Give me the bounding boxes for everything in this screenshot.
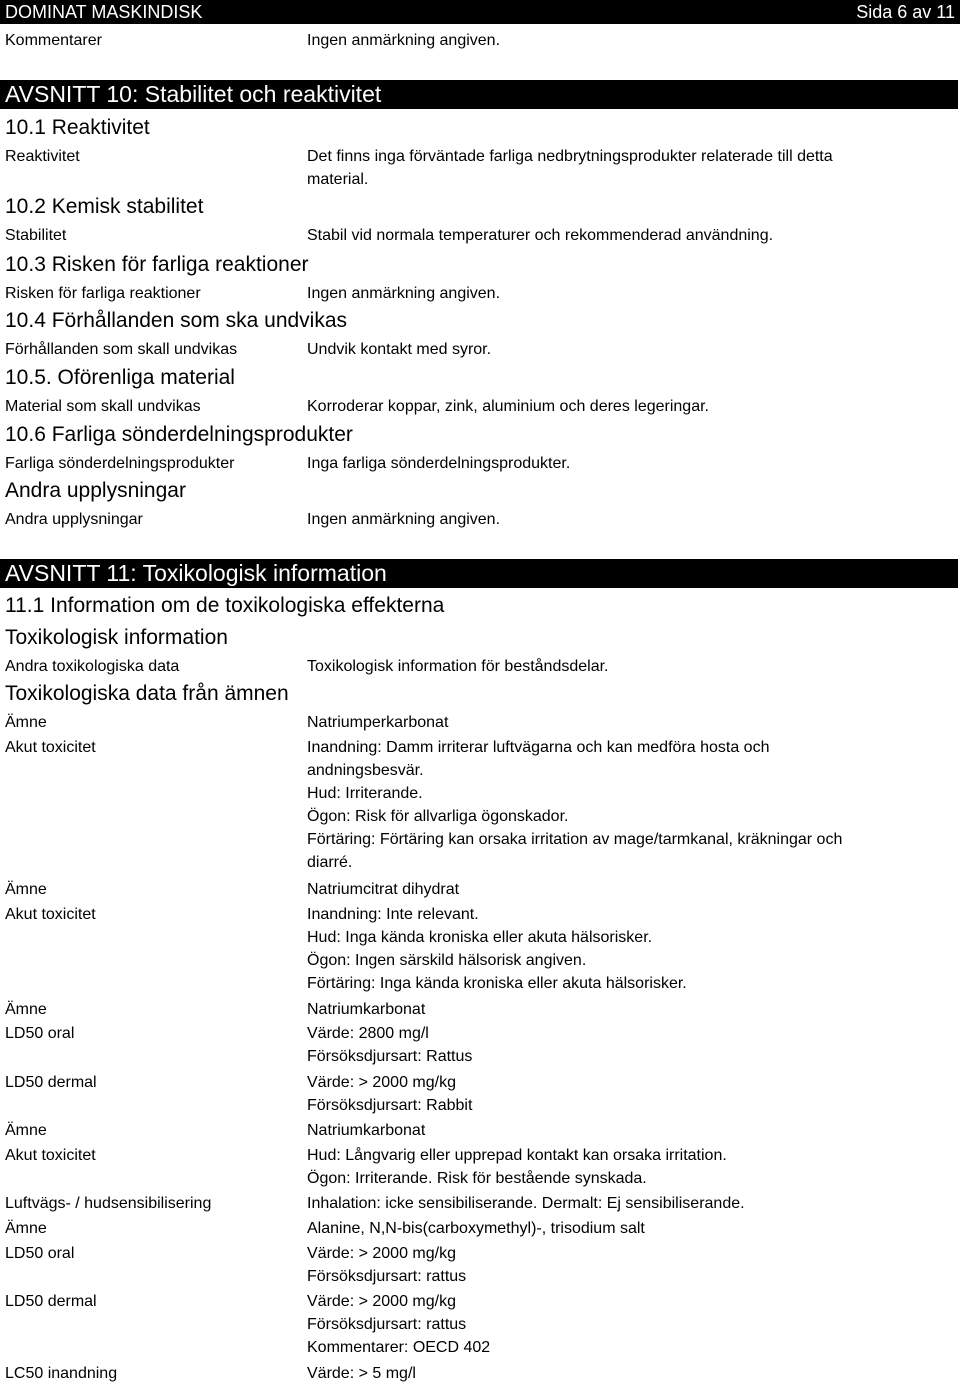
heading-11-1: 11.1 Information om de toxikologiska effekterna xyxy=(5,594,445,617)
value-line: Alanine, N,N-bis(carboxymethyl)-, trisodium salt xyxy=(307,1220,645,1237)
row-label: LD50 dermal xyxy=(5,1074,97,1091)
heading-10-5: 10.5. Oförenliga material xyxy=(5,366,235,389)
heading-10-1: 10.1 Reaktivitet xyxy=(5,116,150,139)
row-value: Ingen anmärkning angiven. xyxy=(307,32,501,49)
row-label: LD50 dermal xyxy=(5,1293,97,1310)
row-value: Korroderar koppar, zink, aluminium och deres legeringar. xyxy=(307,398,709,415)
value-line: andningsbesvär. xyxy=(307,762,424,779)
value-line: Hud: Irriterande. xyxy=(307,785,423,802)
row-value xyxy=(307,1362,927,1385)
row-value xyxy=(307,1071,927,1117)
row-value xyxy=(307,998,927,1021)
row-label: Material som skall undvikas xyxy=(5,398,201,415)
row-label: Luftvägs- / hudsensibilisering xyxy=(5,1195,212,1212)
value-line: Försöksdjursart: rattus xyxy=(307,1316,467,1333)
value-line: diarré. xyxy=(307,854,353,871)
value-line: Kommentarer: OECD 402 xyxy=(307,1339,491,1356)
section-11-title: AVSNITT 11: Toxikologisk information xyxy=(0,559,958,588)
row-value xyxy=(307,1022,927,1068)
row-value xyxy=(307,878,927,901)
row-label: Andra upplysningar xyxy=(5,511,143,528)
row-value: Inga farliga sönderdelningsprodukter. xyxy=(307,455,571,472)
row-label: LC50 inandning xyxy=(5,1365,118,1382)
row-value xyxy=(307,1290,927,1359)
row-value: Undvik kontakt med syror. xyxy=(307,341,492,358)
heading-tox-info: Toxikologisk information xyxy=(5,626,228,649)
page-number: Sida 6 av 11 xyxy=(856,2,955,22)
value-line: Natriumkarbonat xyxy=(307,1122,426,1139)
heading-10-4: 10.4 Förhållanden som ska undvikas xyxy=(5,309,348,332)
value-line: Värde: > 5 mg/l xyxy=(307,1365,416,1382)
value-line: Förtäring: Förtäring kan orsaka irritation av mage/tarmkanal, kräkningar och xyxy=(307,831,843,848)
value-line: Värde: > 2000 mg/kg xyxy=(307,1074,456,1091)
row-value xyxy=(307,711,927,734)
row-label: Akut toxicitet xyxy=(5,739,96,756)
row-label: Akut toxicitet xyxy=(5,906,96,923)
value-line: Hud: Inga kända kroniska eller akuta hälsorisker. xyxy=(307,929,653,946)
row-label: Ämne xyxy=(5,1122,47,1139)
value-line: Natriumperkarbonat xyxy=(307,714,449,731)
value-line: Försöksdjursart: Rabbit xyxy=(307,1097,473,1114)
section-10-title: AVSNITT 10: Stabilitet och reaktivitet xyxy=(0,80,958,109)
value-line: Inandning: Damm irriterar luftvägarna och kan medföra hosta och xyxy=(307,739,770,756)
row-label: Förhållanden som skall undvikas xyxy=(5,341,238,358)
row-value xyxy=(307,1217,927,1240)
value-line: Försöksdjursart: Rattus xyxy=(307,1048,473,1065)
row-label: Risken för farliga reaktioner xyxy=(5,285,201,302)
value-line: Natriumkarbonat xyxy=(307,1001,426,1018)
heading-substance-data: Toxikologiska data från ämnen xyxy=(5,682,289,705)
value-line: Värde: 2800 mg/l xyxy=(307,1025,429,1042)
row-label: Stabilitet xyxy=(5,227,67,244)
value-line: Hud: Långvarig eller upprepad kontakt kan orsaka irritation. xyxy=(307,1147,727,1164)
heading-10-6: 10.6 Farliga sönderdelningsprodukter xyxy=(5,423,353,446)
row-value xyxy=(307,903,927,995)
row-label: Kommentarer xyxy=(5,32,102,49)
row-value: Det finns inga förväntade farliga nedbrytningsprodukter relaterade till detta material. xyxy=(307,148,833,188)
row-label: LD50 oral xyxy=(5,1025,75,1042)
row-label: LD50 oral xyxy=(5,1245,75,1262)
row-value xyxy=(307,1192,927,1215)
row-value: Stabil vid normala temperaturer och rekommenderad användning. xyxy=(307,227,774,244)
value-line: Inandning: Inte relevant. xyxy=(307,906,479,923)
value-line: Inhalation: icke sensibiliserande. Dermalt: Ej sensibiliserande. xyxy=(307,1195,745,1212)
page-header-bar xyxy=(0,0,960,24)
row-label: Andra toxikologiska data xyxy=(5,658,180,675)
company-name: DOMINAT MASKINDISK xyxy=(5,2,203,22)
row-value: Ingen anmärkning angiven. xyxy=(307,511,501,528)
row-label: Ämne xyxy=(5,1220,47,1237)
row-value: Toxikologisk information för beståndsdelar. xyxy=(307,658,609,675)
value-line: Natriumcitrat dihydrat xyxy=(307,881,460,898)
value-line: Förtäring: Inga kända kroniska eller akuta hälsorisker. xyxy=(307,975,687,992)
value-line: Ögon: Ingen särskild hälsorisk angiven. xyxy=(307,952,587,969)
row-label: Farliga sönderdelningsprodukter xyxy=(5,455,235,472)
value-line: Värde: > 2000 mg/kg xyxy=(307,1245,456,1262)
row-label: Akut toxicitet xyxy=(5,1147,96,1164)
heading-10-3: 10.3 Risken för farliga reaktioner xyxy=(5,253,309,276)
row-label: Ämne xyxy=(5,1001,47,1018)
row-label: Reaktivitet xyxy=(5,148,80,165)
heading-other-info: Andra upplysningar xyxy=(5,479,186,502)
value-line: Försöksdjursart: rattus xyxy=(307,1268,467,1285)
row-label: Ämne xyxy=(5,881,47,898)
row-value xyxy=(307,1119,927,1142)
heading-10-2: 10.2 Kemisk stabilitet xyxy=(5,195,204,218)
row-label: Ämne xyxy=(5,714,47,731)
row-value xyxy=(307,1242,927,1288)
row-value: Ingen anmärkning angiven. xyxy=(307,285,501,302)
value-line: Värde: > 2000 mg/kg xyxy=(307,1293,456,1310)
value-line: Ögon: Irriterande. Risk för bestående synskada. xyxy=(307,1170,647,1187)
value-line: Ögon: Risk för allvarliga ögonskador. xyxy=(307,808,569,825)
row-value xyxy=(307,1144,927,1190)
row-value xyxy=(307,736,927,874)
